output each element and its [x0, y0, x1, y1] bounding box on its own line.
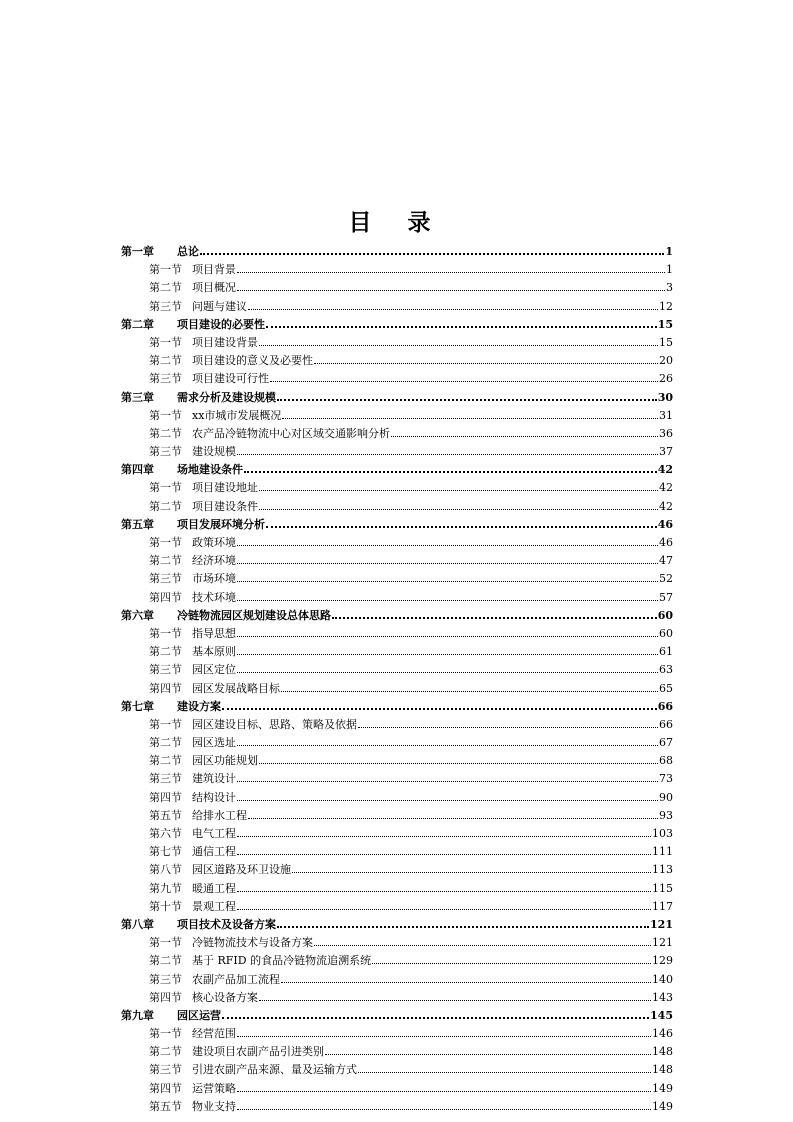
table-of-contents [121, 243, 673, 1116]
toc-entry-title: 需求分析及建设规模 [177, 390, 276, 404]
toc-entry-title: 通信工程 [192, 845, 236, 859]
toc-dot-leader [237, 899, 651, 910]
toc-entry-page: 12 [659, 299, 673, 313]
toc-entry-number: 第二节 [149, 1045, 182, 1059]
toc-entry-number: 第一节 [149, 263, 182, 277]
toc-dot-leader [259, 499, 658, 510]
toc-entry-title: 项目概况 [192, 281, 236, 295]
toc-entry-number: 第二节 [149, 754, 182, 768]
toc-entry-page: 103 [652, 827, 673, 840]
toc-title: 目 录 [348, 209, 445, 236]
toc-dot-leader [237, 790, 658, 801]
toc-entry-title: 暖通工程 [192, 881, 236, 895]
toc-dot-leader [248, 808, 658, 819]
toc-dot-leader [244, 461, 657, 473]
toc-entry-title: 项目建设可行性 [192, 372, 269, 386]
toc-entry-title: 项目发展环境分析 [177, 517, 265, 531]
toc-entry-number: 第五章 [121, 517, 154, 531]
toc-entry-page: 115 [652, 881, 673, 895]
toc-dot-leader [237, 771, 658, 782]
toc-entry-number: 第一节 [149, 408, 182, 422]
toc-section-entry[interactable] [121, 752, 673, 770]
toc-entry-page: 66 [659, 717, 673, 731]
toc-entry-page: 42 [659, 499, 673, 513]
toc-section-entry[interactable] [121, 352, 673, 370]
toc-entry-number: 第二节 [149, 499, 182, 513]
toc-entry-number: 第二节 [149, 554, 182, 568]
toc-entry-number: 第三节 [149, 572, 182, 586]
toc-dot-leader [325, 1044, 651, 1055]
toc-dot-leader [277, 389, 657, 401]
toc-entry-page: 73 [659, 772, 673, 786]
toc-entry-title: 场地建设条件 [177, 463, 243, 477]
toc-entry-page: 140 [652, 972, 673, 986]
toc-entry-number: 第二节 [149, 426, 182, 440]
toc-section-entry[interactable] [121, 661, 673, 679]
toc-entry-page: 52 [659, 572, 673, 586]
toc-chapter-entry[interactable] [121, 516, 673, 534]
toc-section-entry[interactable] [121, 770, 673, 788]
toc-entry-number: 第一章 [121, 245, 154, 258]
toc-entry-title: 园区建设目标、思路、策略及依据 [192, 717, 357, 731]
toc-entry-number: 第三节 [149, 445, 182, 459]
toc-entry-title: 指导思想 [192, 626, 236, 640]
toc-chapter-entry[interactable] [121, 607, 673, 625]
toc-section-entry[interactable] [121, 680, 673, 698]
toc-entry-number: 第十节 [149, 899, 182, 913]
toc-entry-title: 引进农副产品来源、量及运输方式 [192, 1063, 357, 1077]
toc-dot-leader [237, 280, 665, 291]
toc-entry-number: 第七节 [149, 845, 182, 859]
toc-entry-title: 建筑设计 [192, 772, 236, 786]
toc-entry-number: 第三节 [149, 372, 182, 386]
toc-entry-number: 第六节 [149, 827, 182, 840]
toc-entry-number: 第一节 [149, 936, 182, 950]
toc-dot-leader [292, 862, 651, 873]
toc-entry-number: 第四章 [121, 463, 154, 477]
toc-dot-leader [391, 426, 658, 437]
toc-entry-number: 第一节 [149, 717, 182, 731]
toc-section-entry[interactable] [121, 298, 673, 316]
toc-dot-leader [237, 590, 658, 601]
toc-section-entry[interactable] [121, 861, 673, 879]
toc-entry-page: 20 [659, 354, 673, 368]
toc-entry-number: 第五节 [149, 808, 182, 822]
toc-section-entry[interactable] [121, 261, 673, 279]
toc-entry-page: 60 [659, 626, 673, 640]
toc-entry-number: 第八章 [121, 917, 154, 931]
toc-entry-title: 物业支持 [192, 1099, 236, 1113]
toc-entry-title: 项目建设背景 [192, 335, 258, 349]
toc-dot-leader [282, 408, 658, 419]
toc-dot-leader [266, 316, 657, 328]
toc-entry-title: 园区选址 [192, 736, 236, 750]
toc-entry-page: 57 [659, 590, 673, 604]
toc-dot-leader [237, 571, 658, 582]
toc-entry-title: 建设项目农副产品引进类别 [192, 1045, 324, 1059]
toc-section-entry[interactable] [121, 1061, 673, 1079]
toc-section-entry[interactable] [121, 825, 673, 843]
toc-entry-page: 148 [652, 1045, 673, 1059]
toc-dot-leader [237, 626, 658, 637]
toc-entry-number: 第八节 [149, 863, 182, 877]
toc-chapter-entry[interactable] [121, 698, 673, 716]
toc-entry-title: 农副产品加工流程 [192, 972, 280, 986]
toc-section-entry[interactable] [121, 807, 673, 825]
toc-section-entry[interactable] [121, 443, 673, 461]
toc-entry-title: 园区道路及环卫设施 [192, 863, 291, 877]
toc-entry-title: 项目建设的意义及必要性 [192, 354, 313, 368]
toc-section-entry[interactable] [121, 1025, 673, 1043]
toc-dot-leader [259, 480, 658, 491]
toc-entry-page: 66 [657, 699, 673, 713]
toc-entry-number: 第四节 [149, 790, 182, 804]
toc-entry-number: 第四节 [149, 990, 182, 1004]
toc-entry-page: 63 [659, 663, 673, 677]
toc-entry-title: 结构设计 [192, 790, 236, 804]
toc-entry-page: 65 [659, 681, 673, 695]
toc-section-entry[interactable] [121, 1080, 673, 1098]
toc-entry-title: 经营范围 [192, 1027, 236, 1041]
toc-dot-leader [270, 371, 658, 382]
toc-entry-number: 第四节 [149, 590, 182, 604]
toc-entry-page: 121 [652, 936, 673, 950]
toc-entry-title: 技术环境 [192, 590, 236, 604]
toc-dot-leader [266, 516, 657, 528]
toc-entry-number: 第七章 [121, 699, 154, 713]
toc-entry-page: 42 [659, 481, 673, 495]
toc-entry-title: 核心设备方案 [192, 990, 258, 1004]
toc-entry-page: 129 [652, 954, 673, 968]
toc-entry-page: 15 [659, 335, 673, 349]
toc-entry-title: 给排水工程 [192, 808, 247, 822]
toc-chapter-entry[interactable] [121, 461, 673, 479]
toc-section-entry[interactable] [121, 589, 673, 607]
toc-dot-leader [237, 535, 658, 546]
toc-entry-page: 111 [652, 845, 673, 859]
toc-section-entry[interactable] [121, 880, 673, 898]
toc-section-entry[interactable] [121, 952, 673, 970]
toc-entry-number: 第二节 [149, 954, 182, 968]
toc-section-entry[interactable] [121, 334, 673, 352]
toc-entry-page: 1 [665, 245, 673, 258]
toc-chapter-entry[interactable] [121, 916, 673, 934]
toc-dot-leader [237, 844, 651, 855]
toc-dot-leader [237, 1099, 651, 1110]
toc-section-entry[interactable] [121, 625, 673, 643]
toc-section-entry[interactable] [121, 534, 673, 552]
toc-entry-page: 117 [652, 899, 673, 913]
toc-dot-leader [237, 262, 665, 273]
toc-entry-title: 基本原则 [192, 645, 236, 659]
toc-entry-title: 经济环境 [192, 554, 236, 568]
toc-dot-leader [281, 972, 651, 983]
toc-entry-title: 问题与建议 [192, 299, 247, 313]
toc-dot-leader [237, 444, 658, 455]
toc-dot-leader [314, 935, 651, 946]
toc-entry-title: 总论 [177, 245, 199, 258]
toc-entry-page: 67 [659, 736, 673, 750]
toc-section-entry[interactable] [121, 898, 673, 916]
toc-entry-number: 第四节 [149, 681, 182, 695]
toc-dot-leader [248, 299, 658, 310]
toc-dot-leader [237, 881, 651, 892]
toc-dot-leader [259, 753, 658, 764]
toc-section-entry[interactable] [121, 552, 673, 570]
toc-entry-title: 园区发展战略目标 [192, 681, 280, 695]
toc-dot-leader [222, 698, 657, 710]
toc-entry-number: 第九章 [121, 1008, 154, 1022]
toc-entry-page: 68 [659, 754, 673, 768]
toc-entry-page: 145 [650, 1008, 673, 1022]
toc-entry-page: 46 [659, 536, 673, 549]
toc-entry-title: 电气工程 [192, 827, 236, 840]
toc-entry-page: 47 [659, 554, 673, 568]
toc-entry-title: 建设规模 [192, 445, 236, 459]
toc-entry-number: 第一节 [149, 536, 182, 549]
toc-entry-page: 37 [659, 445, 673, 459]
toc-section-entry[interactable] [121, 498, 673, 516]
toc-entry-title: 项目建设地址 [192, 481, 258, 495]
toc-dot-leader [259, 335, 658, 346]
toc-entry-number: 第三节 [149, 772, 182, 786]
toc-section-entry[interactable] [121, 1098, 673, 1116]
toc-section-entry[interactable] [121, 570, 673, 588]
toc-entry-page: 1 [666, 263, 673, 277]
toc-dot-leader [237, 553, 658, 564]
toc-entry-number: 第五节 [149, 1099, 182, 1113]
toc-chapter-entry[interactable] [121, 1007, 673, 1025]
toc-entry-page: 26 [659, 372, 673, 386]
toc-entry-page: 36 [659, 426, 673, 440]
toc-entry-page: 143 [652, 990, 673, 1004]
toc-section-entry[interactable] [121, 716, 673, 734]
toc-entry-number: 第二章 [121, 317, 154, 331]
toc-entry-page: 15 [657, 317, 673, 331]
toc-entry-number: 第三节 [149, 1063, 182, 1077]
toc-entry-page: 3 [666, 281, 673, 295]
toc-entry-page: 46 [657, 517, 673, 531]
toc-chapter-entry[interactable] [121, 243, 673, 261]
toc-section-entry[interactable] [121, 370, 673, 388]
toc-section-entry[interactable] [121, 643, 673, 661]
toc-entry-title: 景观工程 [192, 899, 236, 913]
toc-section-entry[interactable] [121, 1043, 673, 1061]
toc-entry-page: 149 [652, 1081, 673, 1095]
toc-section-entry[interactable] [121, 425, 673, 443]
toc-entry-number: 第四节 [149, 1081, 182, 1095]
toc-entry-number: 第一节 [149, 481, 182, 495]
toc-entry-page: 31 [659, 408, 673, 422]
toc-dot-leader [372, 953, 651, 964]
toc-entry-page: 121 [650, 917, 673, 931]
toc-entry-title: xx市城市发展概况 [192, 408, 282, 422]
toc-dot-leader [237, 662, 658, 673]
toc-dot-leader [237, 826, 651, 837]
toc-dot-leader [358, 717, 658, 728]
toc-entry-title: 基于 RFID 的食品冷链物流追溯系统 [192, 954, 372, 968]
toc-entry-page: 113 [652, 863, 673, 877]
toc-dot-leader [259, 990, 651, 1001]
toc-entry-number: 第一节 [149, 1027, 182, 1041]
toc-entry-title: 项目建设的必要性 [177, 317, 265, 331]
toc-entry-number: 第二节 [149, 645, 182, 659]
toc-entry-title: 市场环境 [192, 572, 236, 586]
toc-dot-leader [222, 1007, 649, 1019]
toc-entry-page: 61 [659, 645, 673, 659]
toc-entry-page: 42 [657, 463, 673, 477]
toc-entry-number: 第三节 [149, 663, 182, 677]
toc-entry-title: 运营策略 [192, 1081, 236, 1095]
toc-entry-page: 30 [657, 390, 673, 404]
toc-entry-page: 93 [659, 808, 673, 822]
toc-section-entry[interactable] [121, 971, 673, 989]
toc-dot-leader [237, 1026, 651, 1037]
toc-entry-number: 第九节 [149, 881, 182, 895]
toc-dot-leader [237, 644, 658, 655]
toc-entry-title: 项目背景 [192, 263, 236, 277]
toc-entry-page: 146 [652, 1027, 673, 1041]
toc-dot-leader [314, 353, 658, 364]
toc-section-entry[interactable] [121, 989, 673, 1007]
toc-chapter-entry[interactable] [121, 316, 673, 334]
toc-entry-number: 第一节 [149, 335, 182, 349]
toc-entry-number: 第六章 [121, 608, 154, 622]
toc-entry-number: 第三章 [121, 390, 154, 404]
toc-entry-title: 项目建设条件 [192, 499, 258, 513]
toc-entry-title: 项目技术及设备方案 [177, 917, 276, 931]
toc-dot-leader [200, 243, 664, 255]
toc-entry-number: 第二节 [149, 354, 182, 368]
toc-dot-leader [277, 916, 649, 928]
toc-entry-title: 园区功能规划 [192, 754, 258, 768]
toc-dot-leader [237, 1081, 651, 1092]
toc-entry-number: 第二节 [149, 281, 182, 295]
toc-dot-leader [281, 681, 658, 692]
toc-dot-leader [358, 1062, 651, 1073]
toc-entry-page: 60 [657, 608, 673, 622]
toc-entry-title: 园区运营 [177, 1008, 221, 1022]
toc-entry-page: 149 [652, 1099, 673, 1113]
toc-chapter-entry[interactable] [121, 389, 673, 407]
toc-entry-title: 园区定位 [192, 663, 236, 677]
toc-entry-title: 冷链物流园区规划建设总体思路 [177, 608, 331, 622]
toc-entry-title: 冷链物流技术与设备方案 [192, 936, 313, 950]
toc-entry-number: 第三节 [149, 299, 182, 313]
toc-entry-title: 建设方案 [177, 699, 221, 713]
toc-dot-leader [237, 735, 658, 746]
toc-entry-title: 农产品冷链物流中心对区域交通影响分析 [192, 426, 390, 440]
toc-entry-number: 第一节 [149, 626, 182, 640]
toc-section-entry[interactable] [121, 843, 673, 861]
toc-section-entry[interactable] [121, 789, 673, 807]
toc-section-entry[interactable] [121, 279, 673, 297]
toc-section-entry[interactable] [121, 479, 673, 497]
toc-section-entry[interactable] [121, 734, 673, 752]
toc-section-entry[interactable] [121, 934, 673, 952]
toc-entry-page: 148 [652, 1063, 673, 1077]
toc-entry-number: 第二节 [149, 736, 182, 750]
toc-entry-page: 90 [659, 790, 673, 804]
toc-entry-number: 第三节 [149, 972, 182, 986]
toc-dot-leader [332, 607, 657, 619]
toc-section-entry[interactable] [121, 407, 673, 425]
toc-entry-title: 政策环境 [192, 536, 236, 549]
